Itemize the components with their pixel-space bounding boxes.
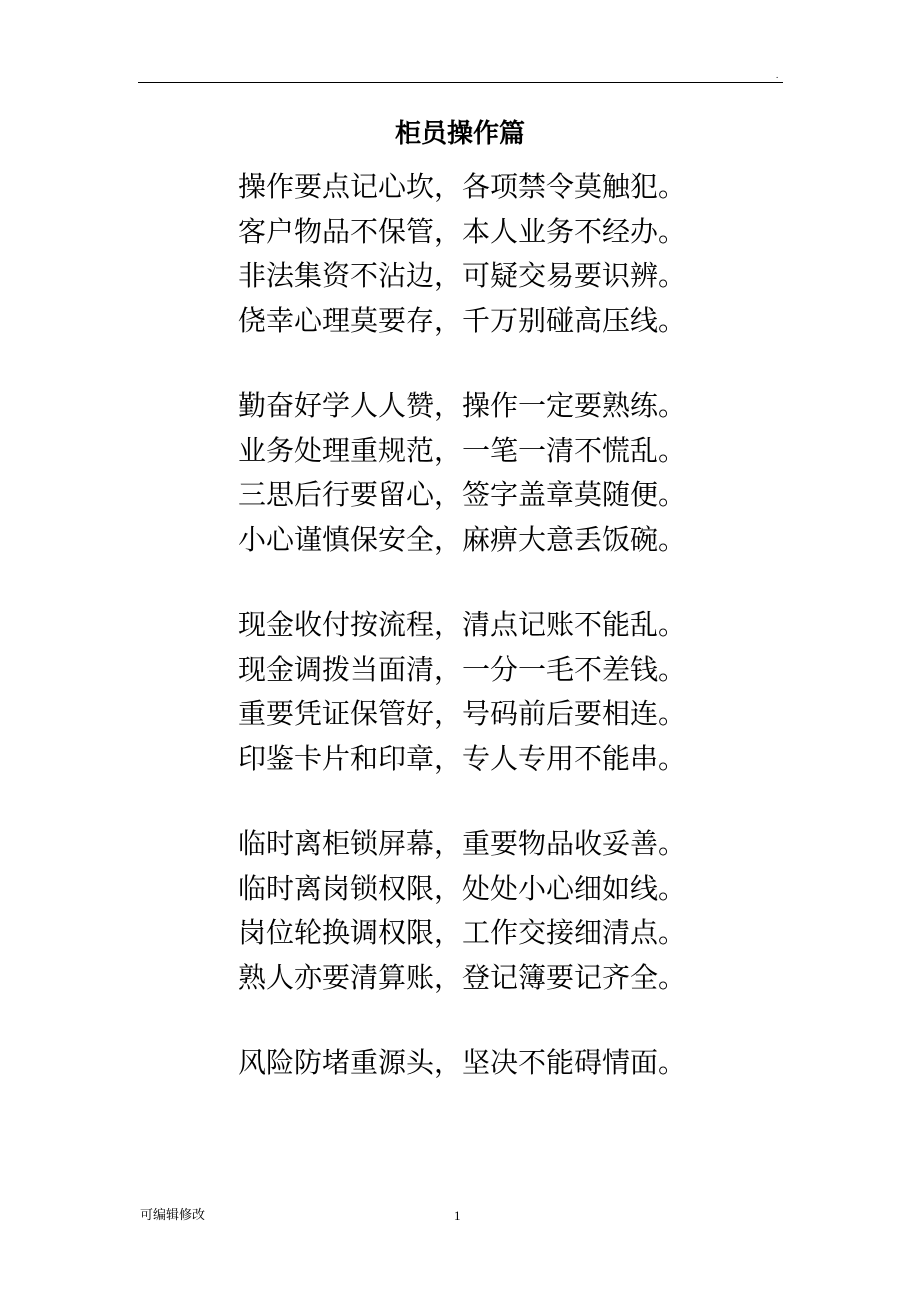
verse-line: 风险防堵重源头，坚决不能碍情面。 (238, 1046, 687, 1079)
header-mark: . (776, 70, 779, 80)
verse-line: 小心谨慎保安全，麻痹大意丢饭碗。 (238, 522, 687, 556)
footer-editable-note: 可编辑修改 (140, 1208, 206, 1223)
stanza (238, 822, 698, 1000)
verse-line: 非法集资不沾边，可疑交易要识辨。 (238, 259, 687, 292)
verse-line: 现金收付按流程，清点记账不能乱。 (238, 608, 687, 641)
header-rule (138, 82, 783, 83)
document-title: 柜员操作篇 (394, 119, 525, 149)
page-number: 1 (454, 1208, 461, 1223)
stanza (238, 384, 698, 562)
verse-line: 印鉴卡片和印章，专人专用不能串。 (238, 741, 687, 775)
verse-line: 现金调拨当面清，一分一毛不差钱。 (238, 652, 687, 686)
verse-line: 熟人亦要清算账，登记簿要记齐全。 (238, 960, 687, 994)
verse-line: 临时离柜锁屏幕，重要物品收妥善。 (238, 827, 687, 860)
verse-line: 业务处理重规范，一笔一清不慌乱。 (238, 433, 687, 467)
stanza (238, 165, 698, 343)
verse-line: 岗位轮换调权限，工作交接细清点。 (238, 916, 687, 949)
verse-line: 侥幸心理莫要存，千万别碰高压线。 (238, 303, 687, 337)
stanza (238, 603, 698, 781)
verse-line: 勤奋好学人人赞，操作一定要熟练。 (238, 389, 687, 422)
verse-line: 重要凭证保管好，号码前后要相连。 (238, 697, 687, 730)
verse-line: 三思后行要留心，签字盖章莫随便。 (238, 478, 687, 511)
poem-body (238, 165, 698, 1127)
stanza (238, 1041, 698, 1086)
verse-line: 客户物品不保管，本人业务不经办。 (238, 214, 687, 248)
verse-line: 临时离岗锁权限，处处小心细如线。 (238, 871, 687, 905)
verse-line: 操作要点记心坎，各项禁令莫触犯。 (238, 170, 687, 203)
